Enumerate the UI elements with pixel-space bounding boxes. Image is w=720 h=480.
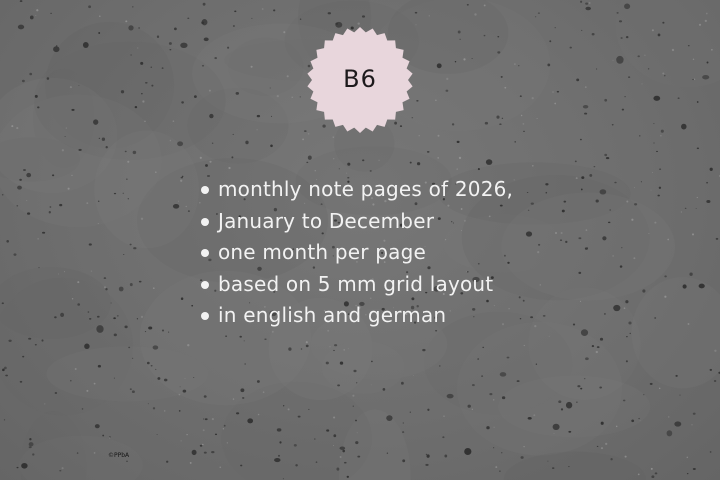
- feature-item: [201, 300, 513, 332]
- feature-list: [201, 174, 513, 332]
- size-badge: [306, 26, 414, 134]
- feature-item: [201, 174, 513, 206]
- bullet-dot-icon: [201, 249, 209, 257]
- feature-item: [201, 206, 513, 238]
- feature-text: in english and german: [218, 303, 447, 327]
- bullet-dot-icon: [201, 312, 209, 320]
- feature-item: [201, 269, 513, 301]
- feature-text: January to December: [218, 208, 435, 233]
- copyright-text: ©PPbA: [108, 452, 130, 459]
- feature-text: one month per page: [218, 240, 426, 264]
- feature-text: based on 5 mm grid layout: [218, 271, 494, 296]
- bullet-dot-icon: [201, 218, 209, 226]
- feature-item: [201, 237, 513, 269]
- bullet-dot-icon: [201, 281, 209, 289]
- badge-label: B6: [343, 65, 377, 93]
- bullet-dot-icon: [201, 186, 209, 194]
- feature-text: monthly note pages of 2026,: [218, 177, 514, 201]
